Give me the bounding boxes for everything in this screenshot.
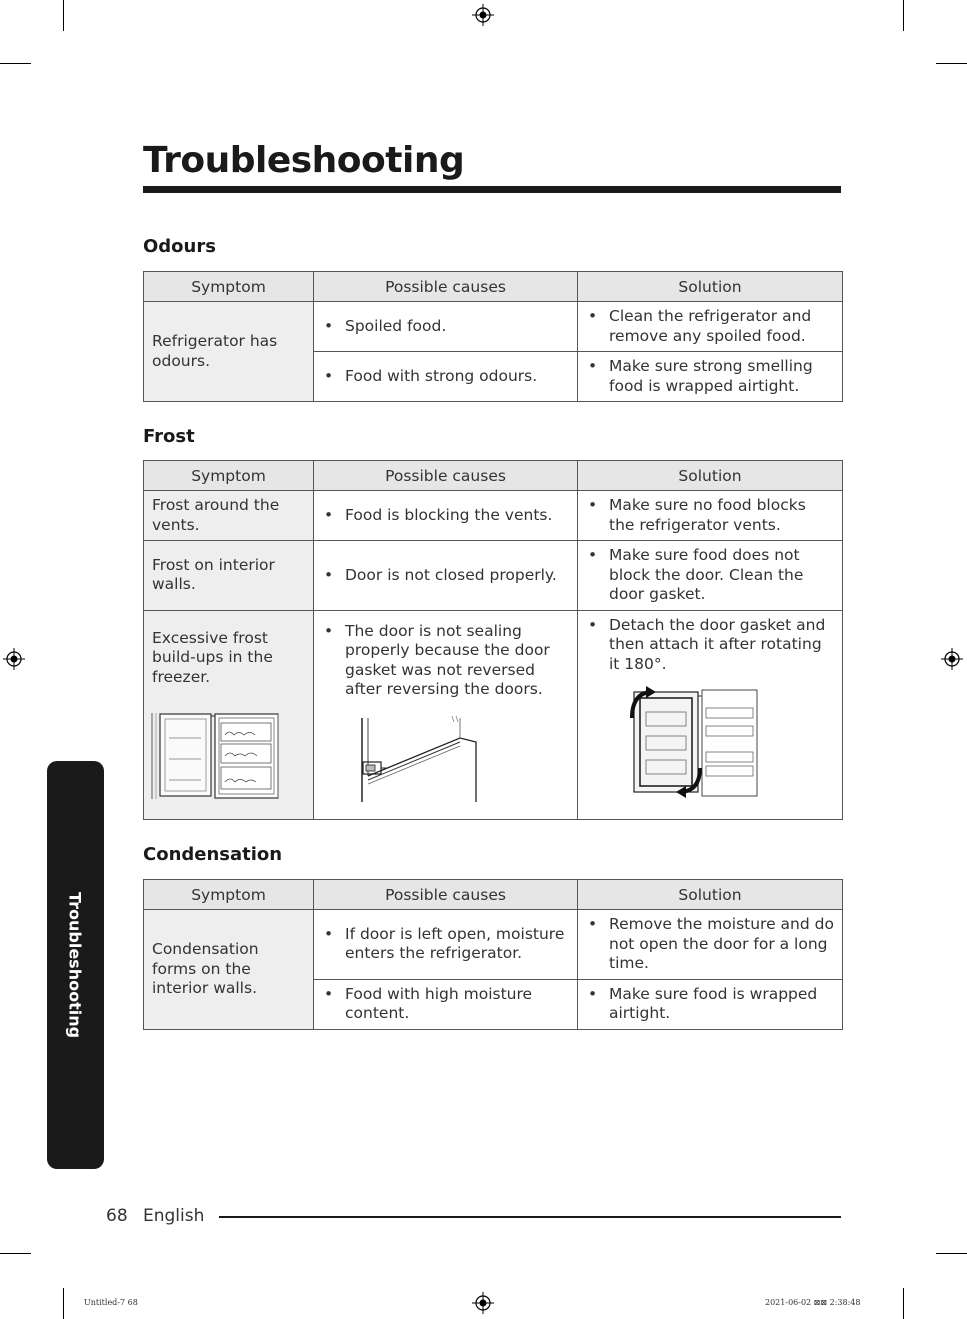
crop-mark bbox=[936, 1253, 967, 1254]
odours-table bbox=[143, 271, 843, 402]
symptom-text: Excessive frost build-ups in the freezer. bbox=[152, 628, 273, 686]
table-header-row bbox=[144, 272, 843, 302]
table-row bbox=[144, 491, 843, 541]
solution-text: • Make sure food is wrapped airtight. bbox=[586, 985, 834, 1024]
solution-cell bbox=[578, 352, 843, 402]
registration-mark-icon bbox=[3, 648, 25, 670]
cause-text: • Food is blocking the vents. bbox=[322, 506, 569, 526]
solution-cell bbox=[578, 541, 843, 611]
solution-cell bbox=[578, 610, 843, 819]
registration-mark-icon bbox=[941, 648, 963, 670]
page-language: English bbox=[143, 1206, 205, 1226]
table-header-row bbox=[144, 880, 843, 910]
solution-text: • Make sure strong smelling food is wrapped airtight. bbox=[586, 357, 834, 396]
footer-rule bbox=[219, 1216, 841, 1218]
cause-cell bbox=[314, 302, 578, 352]
cause-text: • If door is left open, moisture enters the refrigerator. bbox=[322, 925, 569, 964]
solution-header: Solution bbox=[578, 880, 843, 910]
table-row bbox=[144, 302, 843, 352]
condensation-heading: Condensation bbox=[143, 844, 283, 865]
symptom-header: Symptom bbox=[144, 461, 314, 491]
cause-cell bbox=[314, 610, 578, 819]
odours-heading: Odours bbox=[143, 236, 216, 257]
solution-cell bbox=[578, 910, 843, 980]
freezer-frost-illustration bbox=[151, 711, 281, 801]
solution-cell bbox=[578, 491, 843, 541]
table-row bbox=[144, 610, 843, 819]
cause-cell bbox=[314, 352, 578, 402]
gasket-rotation-illustration bbox=[626, 686, 761, 800]
solution-text: • Clean the refrigerator and remove any spoiled food. bbox=[586, 307, 834, 346]
table-row bbox=[144, 910, 843, 980]
solution-text: • Detach the door gasket and then attach it after rotating it 180°. bbox=[586, 616, 834, 675]
cause-text: • Food with strong odours. bbox=[322, 367, 569, 387]
symptom-cell: Frost on interior walls. bbox=[144, 541, 314, 611]
condensation-table bbox=[143, 879, 843, 1030]
print-info-right: 2021-06-02 ⊠⊠ 2:38:48 bbox=[765, 1298, 861, 1307]
symptom-cell: Condensation forms on the interior walls. bbox=[144, 910, 314, 1030]
crop-mark bbox=[0, 1253, 31, 1254]
table-row bbox=[144, 541, 843, 611]
cause-cell bbox=[314, 491, 578, 541]
causes-header: Possible causes bbox=[314, 461, 578, 491]
symptom-cell: Frost around the vents. bbox=[144, 491, 314, 541]
solution-text: • Make sure food does not block the door. Clean the door gasket. bbox=[586, 546, 834, 605]
solution-text: • Make sure no food blocks the refrigerator vents. bbox=[586, 496, 834, 535]
crop-mark bbox=[63, 1288, 64, 1319]
crop-mark bbox=[903, 1288, 904, 1319]
registration-mark-icon bbox=[472, 4, 494, 26]
cause-text: • Door is not closed properly. bbox=[322, 566, 569, 586]
symptom-header: Symptom bbox=[144, 880, 314, 910]
frost-heading: Frost bbox=[143, 426, 195, 447]
cause-text: • The door is not sealing properly because the door gasket was not reversed after reversing the doors. bbox=[322, 622, 569, 700]
cause-cell bbox=[314, 979, 578, 1029]
causes-header: Possible causes bbox=[314, 880, 578, 910]
door-hinge-illustration bbox=[360, 716, 485, 804]
symptom-cell: Refrigerator has odours. bbox=[144, 302, 314, 402]
cause-text: • Spoiled food. bbox=[322, 317, 569, 337]
cause-cell bbox=[314, 541, 578, 611]
title-rule bbox=[143, 186, 841, 193]
crop-mark bbox=[903, 0, 904, 31]
crop-mark bbox=[63, 0, 64, 31]
crop-mark bbox=[936, 63, 967, 64]
solution-header: Solution bbox=[578, 461, 843, 491]
cause-text: • Food with high moisture content. bbox=[322, 985, 569, 1024]
page-title: Troubleshooting bbox=[143, 140, 465, 181]
solution-cell bbox=[578, 302, 843, 352]
solution-cell bbox=[578, 979, 843, 1029]
side-tab-label: Troubleshooting bbox=[65, 891, 85, 1039]
cause-cell bbox=[314, 910, 578, 980]
solution-text: • Remove the moisture and do not open the door for a long time. bbox=[586, 915, 834, 974]
print-info-left: Untitled-7 68 bbox=[84, 1298, 138, 1307]
page-number: 68 bbox=[106, 1206, 128, 1226]
table-header-row bbox=[144, 461, 843, 491]
registration-mark-icon bbox=[472, 1292, 494, 1314]
symptom-cell bbox=[144, 610, 314, 819]
causes-header: Possible causes bbox=[314, 272, 578, 302]
symptom-header: Symptom bbox=[144, 272, 314, 302]
solution-header: Solution bbox=[578, 272, 843, 302]
frost-table bbox=[143, 460, 843, 820]
crop-mark bbox=[0, 63, 31, 64]
